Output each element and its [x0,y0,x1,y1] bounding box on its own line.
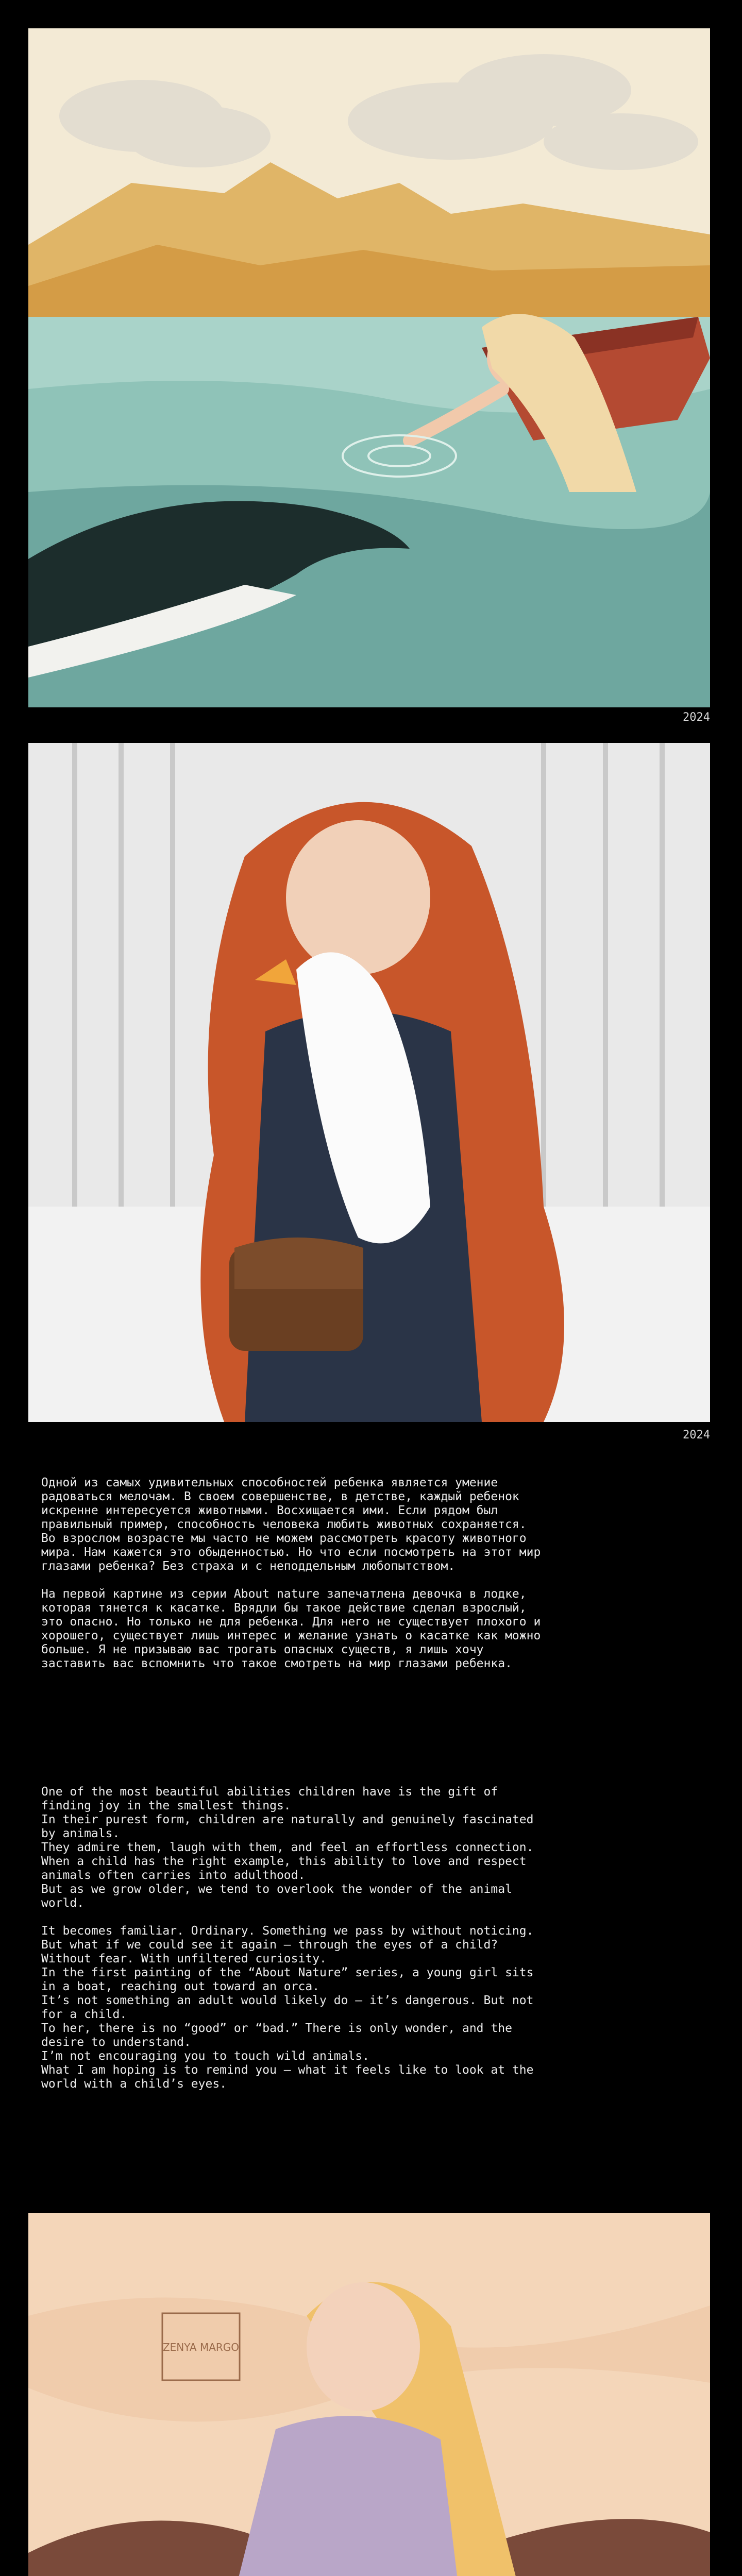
text-line: When a child has the right example, this ability to love and respect [41,1855,527,1868]
artwork-year: 2024 [683,1429,710,1442]
text-line: I’m not encouraging you to touch wild animals. [41,2049,369,2063]
text-line: To her, there is no “good” or “bad.” There is only wonder, and the [41,2022,512,2035]
text-line: мира. Нам кажется это обыденностью. Но что если посмотреть на этот мир [41,1546,541,1559]
text-line: It’s not something an adult would likely do — it’s dangerous. But not [41,1994,534,2007]
text-line: радоваться мелочам. В своем совершенстве, в детстве, каждый ребенок [41,1490,519,1503]
text-line: world. [41,1896,85,1910]
artwork-year: 2024 [683,711,710,724]
text-line: Во взрослом возрасте мы часто не можем рассмотреть красоту животного [41,1532,527,1545]
text-line: хорошего, существует лишь интерес и желание узнать о касатке как можно [41,1629,541,1642]
text-line: by animals. [41,1827,120,1840]
text-line: Without fear. With unfiltered curiosity. [41,1952,327,1965]
text-line: But as we grow older, we tend to overlook the wonder of the animal [41,1883,512,1896]
text-line: in a boat, reaching out toward an orca. [41,1980,320,1993]
text-line: animals often carries into adulthood. [41,1869,306,1882]
text-line: world with a child’s eyes. [41,2077,227,2091]
artist-watermark: ZENYA MARGO [162,2341,240,2353]
text-line: desire to understand. [41,2036,191,2049]
text-line: заставить вас вспомнить что такое смотреть на мир глазами ребенка. [41,1657,512,1670]
text-line: In the first painting of the “About Nature” series, a young girl sits [41,1966,534,1979]
text-line: искренне интересуется животными. Восхищается ими. Если рядом был [41,1504,498,1517]
text-line: которая тянется к касатке. Врядли бы такое действие сделал взрослый, [41,1601,527,1615]
artwork-girl-cat [28,2213,710,2576]
text-line: Одной из самых удивительных способностей ребенка является умение [41,1476,498,1489]
artwork-orca-boat [28,28,710,707]
text-line: for a child. [41,2008,127,2021]
text-line: На первой картине из серии About nature запечатлена девочка в лодке, [41,1587,527,1601]
text-line: But what if we could see it again — through the eyes of a child? [41,1938,498,1952]
english-description [41,1785,701,2091]
text-line: In their purest form, children are naturally and genuinely fascinated [41,1813,534,1826]
text-line: правильный пример, способность человека любить животных сохраняется. [41,1518,527,1531]
text-line: это опасно. Но только не для ребенка. Для него не существует плохого и [41,1615,541,1629]
text-line: It becomes familiar. Ordinary. Something we pass by without noticing. [41,1924,534,1938]
text-line: What I am hoping is to remind you — what it feels like to look at the [41,2063,534,2077]
text-line: One of the most beautiful abilities children have is the gift of [41,1785,498,1799]
artwork-girl-goose [28,743,710,1422]
text-line: finding joy in the smallest things. [41,1799,291,1812]
text-line: They admire them, laugh with them, and feel an effortless connection. [41,1841,534,1854]
text-line: больше. Я не призываю вас трогать опасных существ, я лишь хочу [41,1643,484,1656]
russian-description [41,1476,701,1671]
text-line: глазами ребенка? Без страха и с неподдельным любопытством. [41,1560,456,1573]
